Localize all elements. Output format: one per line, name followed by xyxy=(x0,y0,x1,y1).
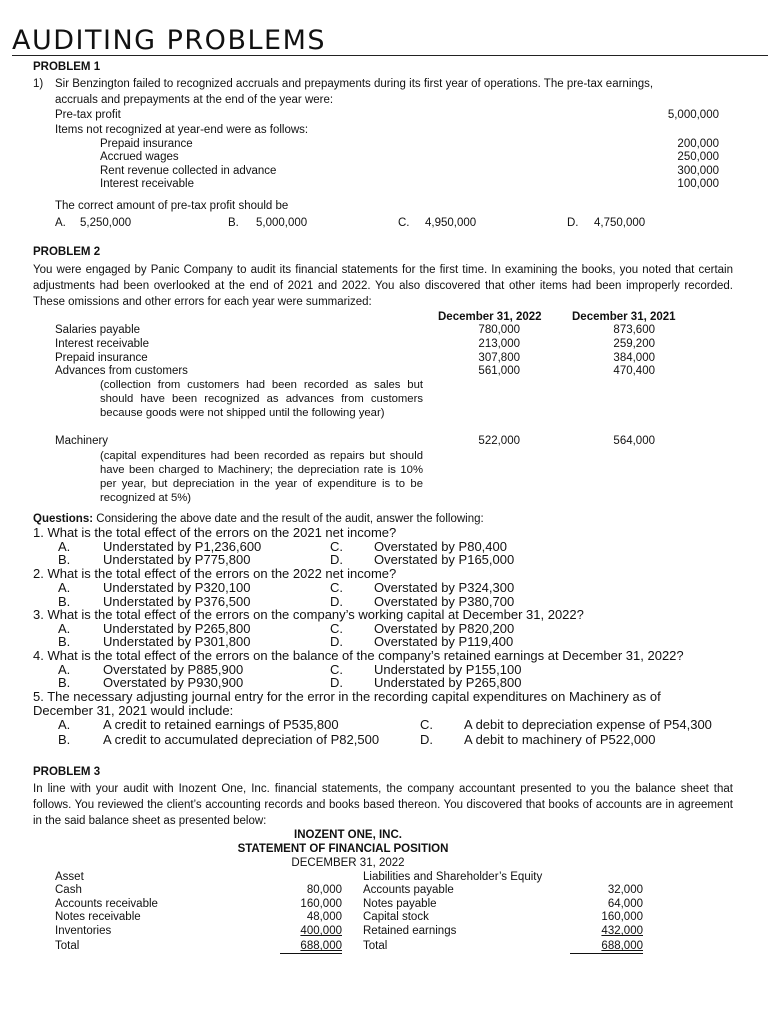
option-letter: D. xyxy=(330,634,343,649)
error-value-2022: 561,000 xyxy=(478,365,520,377)
liability-value: 64,000 xyxy=(607,898,643,910)
choice-letter: C. xyxy=(398,217,410,229)
option-letter: A. xyxy=(58,580,71,595)
pretax-value: 5,000,000 xyxy=(667,109,719,121)
questions-intro: Considering the above date and the result of the audit, answer the following: xyxy=(96,513,484,525)
option-letter: B. xyxy=(58,732,71,747)
item-value: 100,000 xyxy=(677,178,719,190)
question-3: 3. What is the total effect of the errors on the company’s working capital at December 31, 2022? xyxy=(33,607,584,622)
question-5-line2: December 31, 2021 would include: xyxy=(33,703,234,718)
option-text: A credit to retained earnings of P535,800 xyxy=(103,717,339,732)
option-letter: C. xyxy=(330,621,343,636)
option-text: Overstated by P80,400 xyxy=(374,539,507,554)
option-text: Understated by P265,800 xyxy=(374,675,522,690)
option-text: Understated by P155,100 xyxy=(374,662,522,677)
option-letter: A. xyxy=(58,662,71,677)
statement-title: STATEMENT OF FINANCIAL POSITION xyxy=(237,843,449,855)
option-letter: C. xyxy=(330,662,343,677)
choice-text: 5,000,000 xyxy=(256,217,308,229)
option-text: Overstated by P820,200 xyxy=(374,621,515,636)
error-value-2022: 780,000 xyxy=(478,324,520,336)
option-letter: A. xyxy=(58,621,71,636)
error-value-2021: 873,600 xyxy=(613,324,655,336)
option-letter: B. xyxy=(58,634,71,649)
column-header-2021: December 31, 2021 xyxy=(572,311,676,323)
title-underline xyxy=(12,55,768,56)
asset-label: Accounts receivable xyxy=(55,898,158,910)
liability-total-label: Total xyxy=(363,940,388,952)
item-value: 200,000 xyxy=(677,138,719,150)
error-value-2022: 307,800 xyxy=(478,352,520,364)
item-value: 300,000 xyxy=(677,165,719,177)
questions-label: Questions: xyxy=(33,513,94,525)
liability-value: 160,000 xyxy=(601,911,643,923)
error-label: Interest receivable xyxy=(55,338,149,350)
choice-letter: D. xyxy=(567,217,579,229)
error-value-2022: 213,000 xyxy=(478,338,520,350)
asset-value: 48,000 xyxy=(306,911,342,923)
option-text: Overstated by P885,900 xyxy=(103,662,244,677)
option-text: Understated by P376,500 xyxy=(103,594,251,609)
option-text: Understated by P301,800 xyxy=(103,634,251,649)
liability-value: 32,000 xyxy=(607,884,643,896)
option-letter: B. xyxy=(58,594,71,609)
liability-value: 432,000 xyxy=(601,925,643,937)
statement-date: DECEMBER 31, 2022 xyxy=(291,857,405,869)
option-text: Understated by P265,800 xyxy=(103,621,251,636)
machinery-label: Machinery xyxy=(55,435,109,447)
item-label: Prepaid insurance xyxy=(100,138,193,150)
item-label: Rent revenue collected in advance xyxy=(100,165,277,177)
column-header-2022: December 31, 2022 xyxy=(438,311,542,323)
item-value: 250,000 xyxy=(677,151,719,163)
liability-label: Accounts payable xyxy=(363,884,454,896)
option-text: Overstated by P380,700 xyxy=(374,594,515,609)
option-letter: D. xyxy=(330,594,343,609)
option-letter: B. xyxy=(58,675,71,690)
option-text: A credit to accumulated depreciation of P82,500 xyxy=(103,732,380,747)
machinery-note: (capital expenditures had been recorded as repairs but should have been charged to Machinery; the depreciation rate is 10% per year, but depreciation in the year of expenditure is to be recognized at 5%) xyxy=(100,450,423,504)
choice-letter: B. xyxy=(228,217,239,229)
company-name: INOZENT ONE, INC. xyxy=(294,829,402,841)
assets-header: Asset xyxy=(55,871,84,883)
question-4: 4. What is the total effect of the errors on the balance of the company’s retained earnings at December 31, 2022? xyxy=(33,648,684,663)
option-text: A debit to depreciation expense of P54,300 xyxy=(464,717,712,732)
asset-label: Inventories xyxy=(55,925,112,937)
question-2: 2. What is the total effect of the errors on the 2022 net income? xyxy=(33,566,397,581)
option-letter: A. xyxy=(58,539,71,554)
pretax-label: Pre-tax profit xyxy=(55,109,121,121)
problem-3-intro: In line with your audit with Inozent One, Inc. financial statements, the company accountant presented to you the balance sheet that follows. You reviewed the client’s accounting records and books based thereon. You discovered that books of accounts are in agreement in the said balance sheet as presented below: xyxy=(33,783,733,827)
choice-text: 4,750,000 xyxy=(594,217,646,229)
option-text: Overstated by P165,000 xyxy=(374,552,515,567)
option-text: Understated by P1,236,600 xyxy=(103,539,262,554)
liability-label: Capital stock xyxy=(363,911,429,923)
machinery-value-2022: 522,000 xyxy=(478,435,520,447)
error-value-2021: 470,400 xyxy=(613,365,655,377)
option-letter: C. xyxy=(330,539,343,554)
liabilities-header: Liabilities and Shareholder’s Equity xyxy=(363,871,543,883)
asset-value: 400,000 xyxy=(300,925,342,937)
item-label: Interest receivable xyxy=(100,178,194,190)
asset-value: 80,000 xyxy=(306,884,342,896)
item-label: Accrued wages xyxy=(100,151,179,163)
problem-1-intro-line2: accruals and prepayments at the end of the year were: xyxy=(55,94,334,106)
question-5-line1: 5. The necessary adjusting journal entry for the error in the recording capital expenditures on Machinery as of xyxy=(33,689,661,704)
error-value-2021: 259,200 xyxy=(613,338,655,350)
document-title: AUDITING PROBLEMS xyxy=(12,25,326,56)
option-text: Understated by P320,100 xyxy=(103,580,251,595)
liability-label: Notes payable xyxy=(363,898,437,910)
machinery-value-2021: 564,000 xyxy=(613,435,655,447)
choice-text: 4,950,000 xyxy=(425,217,477,229)
question-1: 1. What is the total effect of the errors on the 2021 net income? xyxy=(33,525,397,540)
option-letter: D. xyxy=(330,552,343,567)
option-letter: C. xyxy=(330,580,343,595)
option-letter: A. xyxy=(58,717,71,732)
option-letter: D. xyxy=(330,675,343,690)
option-text: Overstated by P324,300 xyxy=(374,580,515,595)
problem-1-intro-line1: Sir Benzington failed to recognized accruals and prepayments during its first year of operations. The pre-tax earnings, xyxy=(55,78,654,90)
option-letter: B. xyxy=(58,552,71,567)
liability-label: Retained earnings xyxy=(363,925,457,937)
error-label: Advances from customers xyxy=(55,365,188,377)
problem-1-question: The correct amount of pre-tax profit should be xyxy=(55,200,289,212)
option-letter: D. xyxy=(420,732,433,747)
choice-text: 5,250,000 xyxy=(80,217,132,229)
problem-1-number: 1) xyxy=(33,78,44,90)
error-value-2021: 384,000 xyxy=(613,352,655,364)
asset-label: Notes receivable xyxy=(55,911,141,923)
asset-total-value: 688,000 xyxy=(280,940,342,954)
asset-value: 160,000 xyxy=(300,898,342,910)
option-text: A debit to machinery of P522,000 xyxy=(464,732,656,747)
option-text: Overstated by P930,900 xyxy=(103,675,244,690)
error-label: Salaries payable xyxy=(55,324,141,336)
problem-3-heading: PROBLEM 3 xyxy=(33,766,101,778)
asset-total-label: Total xyxy=(55,940,80,952)
option-text: Understated by P775,800 xyxy=(103,552,251,567)
choice-letter: A. xyxy=(55,217,66,229)
problem-2-intro: You were engaged by Panic Company to audit its financial statements for the first time. In examining the books, you noted that certain adjustments had been overlooked at the end of 2021 and 2022. You also discovered that other items had been improperly recorded. These omissions and other errors for each year were summarized: xyxy=(33,264,733,308)
error-label: Prepaid insurance xyxy=(55,352,148,364)
problem-1-heading: PROBLEM 1 xyxy=(33,61,101,73)
option-letter: C. xyxy=(420,717,433,732)
problem-2-heading: PROBLEM 2 xyxy=(33,246,101,258)
liability-total-value: 688,000 xyxy=(570,940,643,954)
option-text: Overstated by P119,400 xyxy=(374,634,514,649)
items-label: Items not recognized at year-end were as follows: xyxy=(55,124,309,136)
advances-note: (collection from customers had been recorded as sales but should have been recognized as advances from customers because goods were not shipped until the following year) xyxy=(100,379,423,419)
asset-label: Cash xyxy=(55,884,82,896)
